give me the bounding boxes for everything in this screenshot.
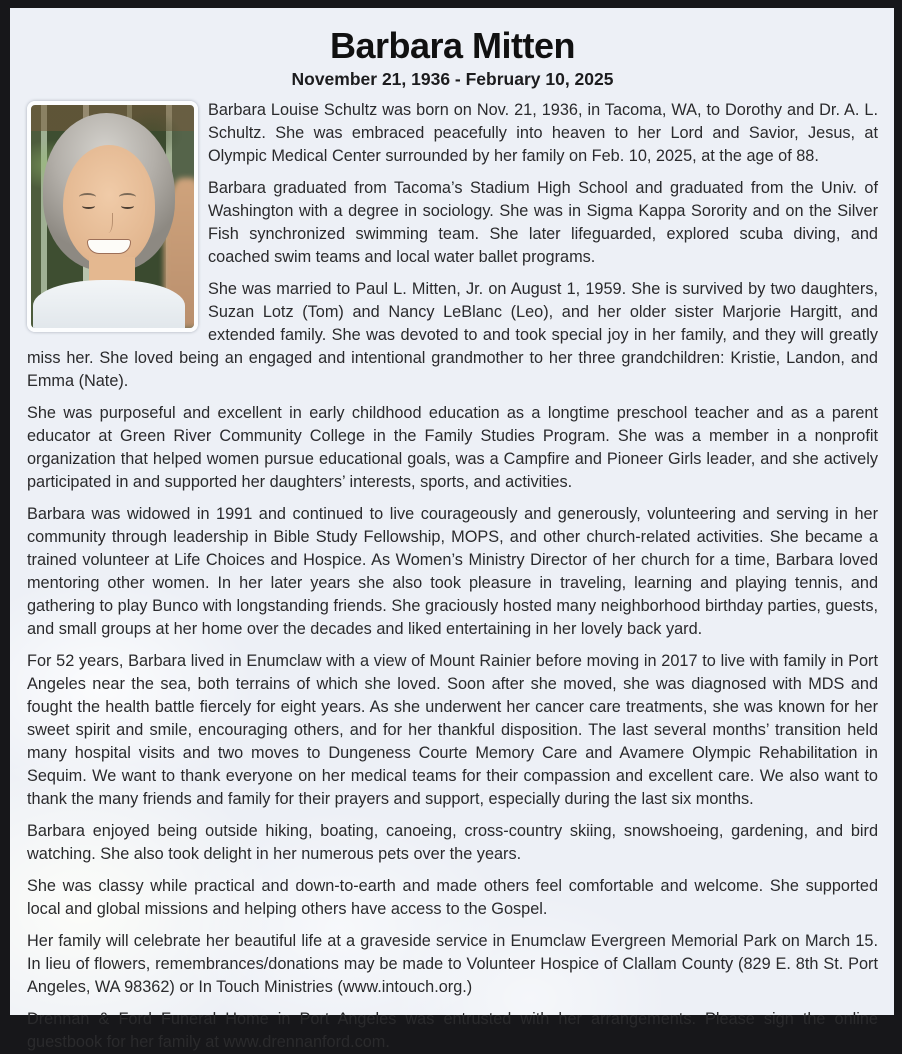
photo-left-eye (82, 203, 95, 209)
life-dates: November 21, 1936 - February 10, 2025 (291, 68, 614, 89)
photo-face (63, 145, 155, 267)
obituary-paragraph: She was purposeful and excellent in early childhood education as a longtime preschool teacher and as a parent educator at Green River Community College in the Family Studies Program. She was a member in a nonprofit organization that helped women pursue educational goals, was a Campfire and Pioneer Girls leader, and she actively participated in and supported her daughters’ interests, sports, and activities. (27, 403, 878, 491)
obituary-paragraph: Barbara enjoyed being outside hiking, boating, canoeing, cross-country skiing, snowshoeing, gardening, and bird watching. She also took delight in her numerous pets over the years. (27, 821, 878, 863)
obituary-paragraph: Barbara graduated from Tacoma’s Stadium High School and graduated from the Univ. of Washington with a degree in sociology. She was in Sigma Kappa Sorority and on the Silver Fish synchronized swimming team. She later lifeguarded, explored scuba diving, and coached swim teams and local water ballet programs. (208, 178, 878, 266)
photo-right-eyebrow (119, 193, 136, 201)
obituary-paragraph: Drennan & Ford Funeral Home in Port Angeles was entrusted with her arrangements. Please sign the online guestbook for her family at www.drennanford.com. (27, 1009, 878, 1051)
photo-smile (87, 239, 131, 254)
obituary-paragraph: She was married to Paul L. Mitten, Jr. on August 1, 1959. She is survived by two daughters, Suzan Lotz (Tom) and Nancy LeBlanc (Leo), and her older sister Marjorie Hargitt, and extended family. She was devoted to and took special joy in her family, and they will greatly miss her. She loved being an engaged and intentional grandmother to her three grandchildren: Kristie, Landon, and Emma (Nate). (27, 279, 878, 390)
obituary-page (10, 8, 894, 1051)
obituary-paragraph: Barbara was widowed in 1991 and continued to live courageously and generously, volunteering and serving in her community through leadership in Bible Study Fellowship, MOPS, and other church-related activities. She became a trained volunteer at Life Choices and Hospice. As Women’s Ministry Director of her church for a time, Barbara loved mentoring other women. In her later years she also took pleasure in traveling, learning and playing tennis, and gathering to play Bunco with longstanding friends. She graciously hosted many neighborhood birthday parties, guests, and small groups at her home over the decades and liked entertaining in her lovely back yard. (27, 504, 878, 638)
photo-nose (105, 213, 113, 233)
page-title: Barbara Mitten (329, 25, 576, 66)
portrait-photo (27, 101, 198, 332)
photo-left-eyebrow (79, 193, 96, 201)
photo-right-eye (121, 203, 134, 209)
obituary-paragraph: She was classy while practical and down-to-earth and made others feel comfortable and welcome. She supported local and global missions and helping others have access to the Gospel. (27, 876, 878, 918)
obituary-header (27, 26, 878, 90)
obituary-paragraph: Barbara Louise Schultz was born on Nov. 21, 1936, in Tacoma, WA, to Dorothy and Dr. A. L. Schultz. She was embraced peacefully into heaven to her Lord and Savior, Jesus, at Olympic Medical Center surrounded by her family on Feb. 10, 2025, at the age of 88. (208, 100, 878, 165)
obituary-paragraph: For 52 years, Barbara lived in Enumclaw with a view of Mount Rainier before moving in 2017 to live with family in Port Angeles near the sea, both terrains of which she loved. Soon after she moved, she was diagnosed with MDS and fought the health battle fiercely for eight years. As she underwent her cancer care treatments, she was known for her sweet spirit and smile, encouraging others, and for her thankful disposition. The last several months’ transition held many hospital visits and two moves to Dungeness Courte Memory Care and Avamere Olympic Rehabilitation in Sequim. We want to thank everyone on her medical teams for their compassion and excellent care. We also want to thank the many friends and family for their prayers and support, especially during the last six months. (27, 651, 878, 808)
photo-shirt (33, 280, 185, 332)
obituary-paragraph: Her family will celebrate her beautiful life at a graveside service in Enumclaw Evergreen Memorial Park on March 15. In lieu of flowers, remembrances/donations may be made to Volunteer Hospice of Clallam County (829 E. 8th St. Port Angeles, WA 98362) or In Touch Ministries (www.intouch.org.) (27, 931, 878, 996)
obituary-body (27, 99, 878, 1054)
